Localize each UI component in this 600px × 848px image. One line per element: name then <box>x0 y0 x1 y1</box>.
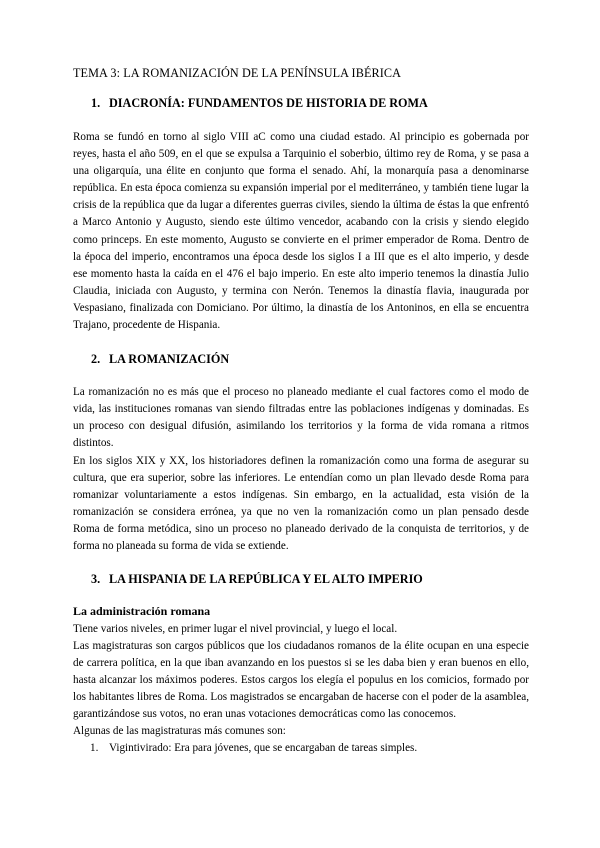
section-title: LA HISPANIA DE LA REPÚBLICA Y EL ALTO IMPERIO <box>109 572 423 587</box>
paragraph-magistraturas-intro: Algunas de las magistraturas más comunes son: <box>73 725 286 738</box>
paragraph-niveles: Tiene varios niveles, en primer lugar el nivel provincial, y luego el local. <box>73 622 398 635</box>
document-title: TEMA 3: LA ROMANIZACIÓN DE LA PENÍNSULA IBÉRICA <box>73 66 402 80</box>
section-title: LA ROMANIZACIÓN <box>109 352 230 367</box>
subheading-administracion: La administración romana <box>73 604 211 619</box>
list-item-number: 1. <box>90 742 99 755</box>
section-number: 1. <box>91 96 101 110</box>
section-number: 2. <box>91 352 101 367</box>
section-number: 3. <box>91 572 101 587</box>
paragraph-romanizacion-historiography: En los siglos XIX y XX, los historiadores definen la romanización como una forma de asegurar su cultura, que era superior, sobre las inferiores. Le entendían como un plan llevado desde Roma para romanizar voluntariamente a estos indígenas. Sin embargo, en la actualidad, esta visión de la romanización se considera errónea, ya que no ven la romanización como un plan pensado desde Roma de forma metódica, sino un proceso no planeado derivado de la conquista de territorios, y de forma no planeada su forma de vida se extiende. <box>73 454 529 552</box>
list-item <box>73 740 529 757</box>
paragraph-romanizacion-definition: La romanización no es más que el proceso no planeado mediante el cual factores como el modo de vida, las instituciones romanas van siendo filtradas entre las poblaciones indígenas y dominadas. Es un proceso con desigual difusión, asimilando los territorios y la forma de vida romana a ritmos distintos. <box>73 386 529 450</box>
document-page <box>73 66 529 757</box>
section-heading-romanizacion <box>73 352 529 367</box>
section-heading-hispania <box>73 572 529 587</box>
paragraph-magistraturas: Las magistraturas son cargos públicos que los ciudadanos romanos de la élite ocupan en una especie de carrera política, en la que iban avanzando en los puestos si se les daba bien y eran buenos en ello, hasta alcanzar los máximos poderes. Estos cargos los elegía el populus en los comicios, formado por los habitantes libres de Roma. Los magistrados se encargaban de hacerse con el poder de la asamblea, garantizándose sus votos, no eran unas votaciones democráticas como las conocemos. <box>73 639 529 721</box>
section-title: DIACRONÍA: FUNDAMENTOS DE HISTORIA DE ROMA <box>109 96 428 110</box>
paragraph-diacronia: Roma se fundó en torno al siglo VIII aC como una ciudad estado. Al principio es gobernada por reyes, hasta el año 509, en el que se expulsa a Tarquinio el soberbio, último rey de Roma, y se pasa a una oligarquía, una élite en conjunto que forma el senado. Ahí, la monarquía pasa a denominarse república. En esta época comienza su expansión imperial por el mediterráneo, y también tiene lugar la crisis de la república que da lugar a diferentes guerras civiles, siendo la última de éstas la que enfrentó a Marco Antonio y Augusto, siendo este último vencedor, acabando con la crisis y siendo elegido como princeps. En este momento, Augusto se convierte en el primer emperador de Roma. Dentro de la época del imperio, encontramos una época desde los siglos I a III que es el alto imperio, y desde ese momento hasta la caída en el 476 el bajo imperio. En este alto imperio tenemos la dinastía Julio Claudia, iniciada con Augusto, y termina con Nerón. Tenemos la dinastía flavia, inaugurada por Vespasiano, finalizada con Domiciano. Por último, la dinastía de los Antoninos, en ella se encuentra Trajano, procedente de Hispania. <box>73 131 529 332</box>
section-heading-diacronia <box>73 96 529 111</box>
magistraturas-list <box>73 740 529 757</box>
list-item-text: Vigintivirado: Era para jóvenes, que se encargaban de tareas simples. <box>109 742 418 755</box>
